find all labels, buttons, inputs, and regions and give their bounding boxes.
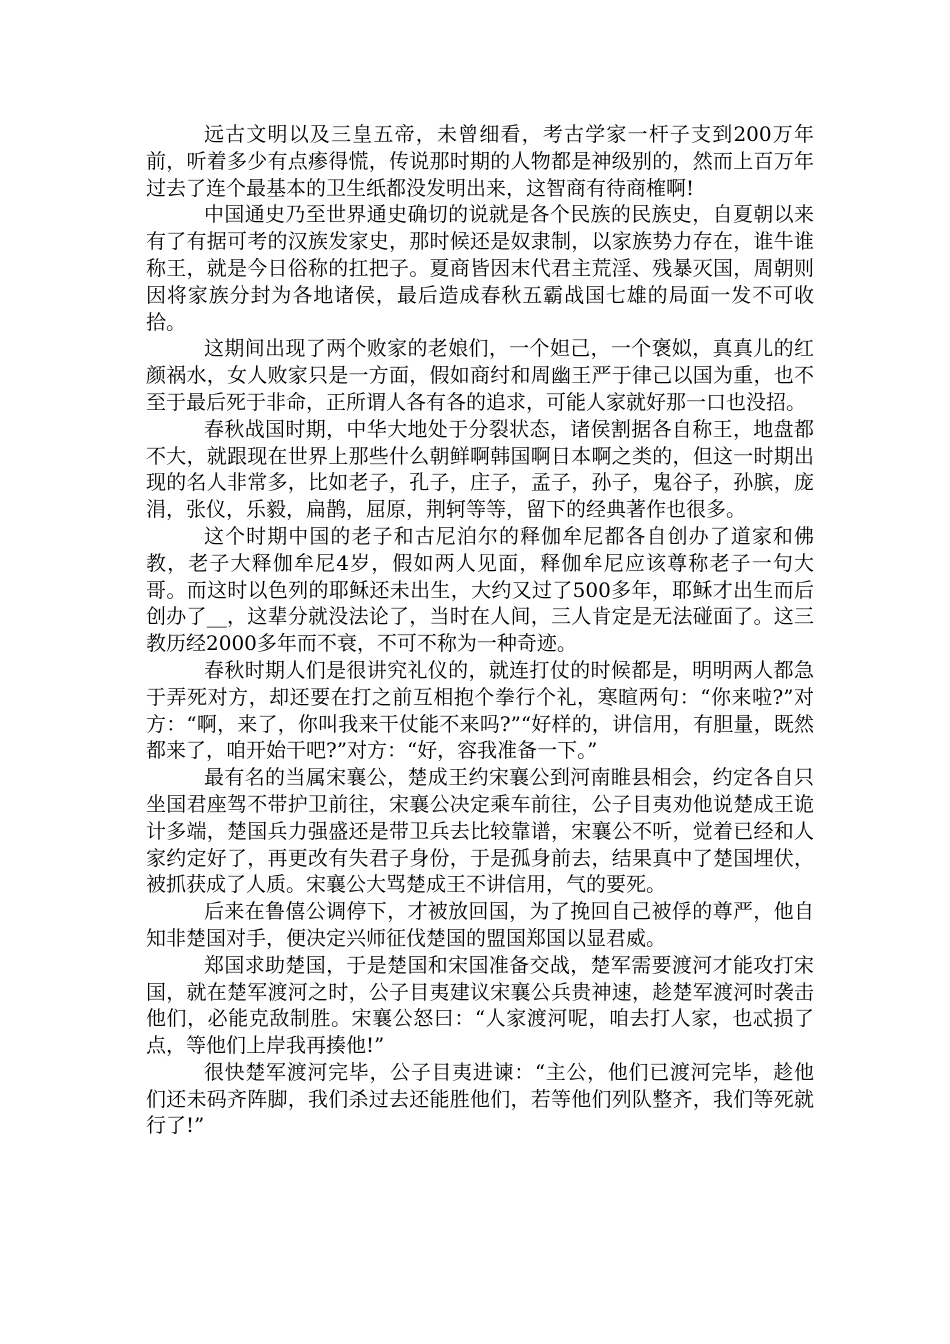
paragraph-warring-states: 春秋战国时期，中华大地处于分裂状态，诸侯割据各自称王，地盘都不大，就跟现在世界上那些什么朝鲜啊韩国啊日本啊之类的，但这一时期出现的名人非常多，比如老子，孔子，庄子，孟子，孙子，鬼谷子，孙膑，庞涓，张仪，乐毅，扁鹊，屈原，荆轲等等，留下的经典著作也很多。 [146,416,814,522]
paragraph-duke-xiang: 最有名的当属宋襄公，楚成王约宋襄公到河南睢县相会，约定各自只坐国君座驾不带护卫前往，宋襄公决定乘车前往，公子目夷劝他说楚成王诡计多端，楚国兵力强盛还是带卫兵去比较靠谱，宋襄公不听，觉着已经和人家约定好了，再更改有失君子身份，于是孤身前去，结果真中了楚国埋伏，被抓获成了人质。宋襄公大骂楚成王不讲信用，气的要死。 [146,765,814,897]
paragraph-femme-fatales: 这期间出现了两个败家的老娘们，一个妲己，一个褒姒，真真儿的红颜祸水，女人败家只是一方面，假如商纣和周幽王严于律己以国为重，也不至于最后死于非命，正所谓人各有各的追求，可能人家就好那一口也没招。 [146,336,814,414]
paragraph-chinese-history: 中国通史乃至世界通史确切的说就是各个民族的民族史，自夏朝以来有了有据可考的汉族发家史，那时候还是奴隶制，以家族势力存在，谁牛谁称王，就是今日俗称的扛把子。夏商皆因末代君主荒淫、残暴灭国，周朝则因将家族分封为各地诸侯，最后造成春秋五霸战国七雄的局面一发不可收拾。 [146,202,814,334]
document-body [146,121,814,1139]
paragraph-etiquette: 春秋时期人们是很讲究礼仪的，就连打仗的时候都是，明明两人都急于弄死对方，却还要在打之前互相抱个拳行个礼，寒暄两句：“你来啦?”对方：“啊，来了，你叫我来干仗能不来吗?”“好样的，讲信用，有胆量，既然都来了，咱开始干吧?”对方：“好，容我准备一下。” [146,657,814,763]
paragraph-three-religions: 这个时期中国的老子和古尼泊尔的释伽牟尼都各自创办了道家和佛教，老子大释伽牟尼4岁，假如两人见面，释伽牟尼应该尊称老子一句大哥。而这时以色列的耶稣还未出生，大约又过了500多年，耶稣才出生而后创办了__，这辈分就没法论了，当时在人间，三人肯定是无法碰面了。这三教历经2000多年而不衰，不可不称为一种奇迹。 [146,523,814,656]
paragraph-advice: 很快楚军渡河完毕，公子目夷进谏：“主公，他们已渡河完毕，趁他们还未码齐阵脚，我们杀过去还能胜他们，若等他们列队整齐，我们等死就行了!” [146,1059,814,1138]
paragraph-ancient-civilization: 远古文明以及三皇五帝，未曾细看，考古学家一杆子支到200万年前，听着多少有点瘆得慌，传说那时期的人物都是神级别的，然而上百万年过去了连个最基本的卫生纸都没发明出来，这智商有待商榷啊! [146,122,814,200]
paragraph-release: 后来在鲁僖公调停下，才被放回国，为了挽回自己被俘的尊严，他自知非楚国对手，便决定兴师征伐楚国的盟国郑国以显君威。 [146,899,814,950]
paragraph-river-crossing: 郑国求助楚国，于是楚国和宋国准备交战，楚军需要渡河才能攻打宋国，就在楚军渡河之时，公子目夷建议宋襄公兵贵神速，趁楚军渡河时袭击他们，必能克敌制胜。宋襄公怒曰：“人家渡河呢，咱去打人家，也忒损了点，等他们上岸我再揍他!” [146,952,814,1058]
